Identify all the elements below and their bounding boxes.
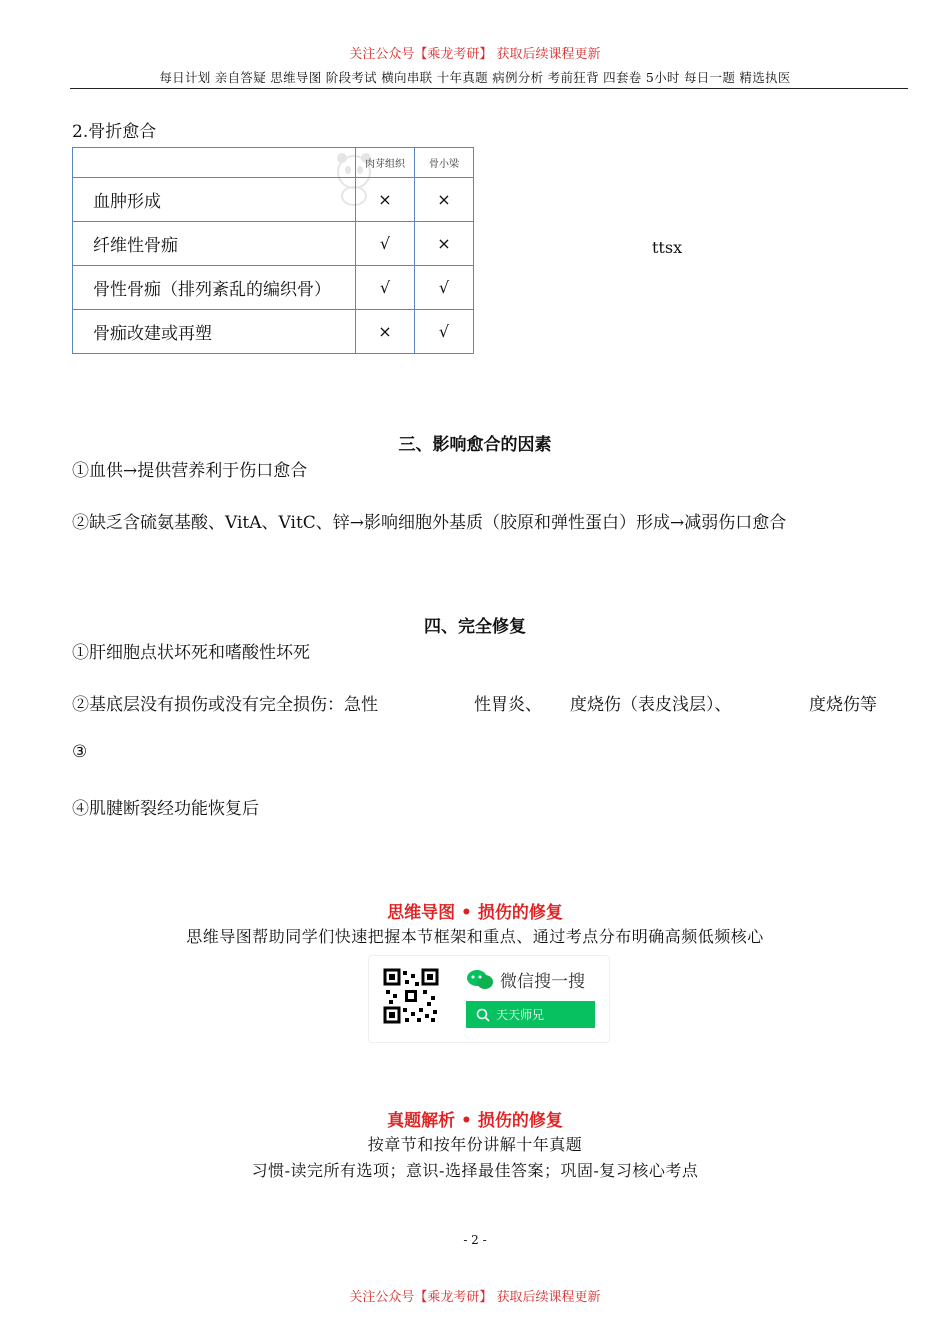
fracture-healing-table — [72, 147, 474, 354]
search-text: 天天师兄 — [496, 1008, 545, 1022]
table-corner — [73, 148, 356, 178]
list-item: ①肝细胞点状坏死和嗜酸性坏死 — [72, 643, 310, 663]
table-row — [73, 266, 474, 310]
trabecula-mark: × — [415, 178, 474, 222]
table-row — [73, 178, 474, 222]
mindmap-subtitle: 思维导图帮助同学们快速把握本节框架和重点、通过考点分布明确高频低频核心 — [186, 927, 764, 946]
row-label: 骨痂改建或再塑 — [73, 310, 356, 354]
list-item-fragment: 度烧伤等 — [809, 695, 877, 715]
list-item-fragment: 性胃炎、 — [474, 695, 542, 715]
section-heading: 四、完全修复 — [424, 617, 526, 637]
qr-code-icon[interactable] — [383, 968, 439, 1024]
column-header: 骨小梁 — [415, 148, 474, 178]
section-title: 2.骨折愈合 — [72, 122, 157, 142]
search-icon — [476, 1008, 490, 1022]
table-row — [73, 222, 474, 266]
granulation-mark: × — [356, 178, 415, 222]
list-item-fragment: 度烧伤（表皮浅层）、 — [570, 695, 732, 715]
section-heading: 三、影响愈合的因素 — [398, 435, 552, 455]
row-label: 骨性骨痂（排列紊乱的编织骨） — [73, 266, 356, 310]
granulation-mark: × — [356, 310, 415, 354]
granulation-mark: √ — [356, 222, 415, 266]
wechat-search-bar[interactable] — [466, 1001, 595, 1028]
list-item: ②缺乏含硫氨基酸、VitA、VitC、锌→影响细胞外基质（胶原和弹性蛋白）形成→减弱伤口愈合 — [72, 513, 787, 533]
exam-title: 真题解析 • 损伤的修复 — [387, 1111, 563, 1131]
granulation-mark: √ — [356, 266, 415, 310]
list-item: ④肌腱断裂经功能恢复后 — [72, 799, 259, 819]
list-item: ③ — [72, 742, 88, 762]
trabecula-mark: √ — [415, 266, 474, 310]
header-nav: 每日计划 亲自答疑 思维导图 阶段考试 横向串联 十年真题 病例分析 考前狂背 四套卷 5小时 每日一题 精选执医 — [159, 70, 791, 85]
trabecula-mark: √ — [415, 310, 474, 354]
side-note: ttsx — [652, 238, 683, 257]
table-row — [73, 310, 474, 354]
list-item: ②基底层没有损伤或没有完全损伤：急性 — [72, 695, 378, 715]
row-label: 纤维性骨痂 — [73, 222, 356, 266]
header-divider — [70, 88, 908, 89]
mindmap-title: 思维导图 • 损伤的修复 — [387, 903, 563, 923]
table-header-row — [73, 148, 474, 178]
row-label: 血肿形成 — [73, 178, 356, 222]
page-number: - 2 - — [463, 1233, 487, 1247]
exam-line-1: 按章节和按年份讲解十年真题 — [367, 1135, 583, 1154]
list-item: ①血供→提供营养利于伤口愈合 — [72, 461, 308, 481]
column-header: 肉芽组织 — [356, 148, 415, 178]
wechat-search-icon — [466, 968, 494, 992]
wechat-search-label: 微信搜一搜 — [500, 972, 585, 992]
footer-promo: 关注公众号【乘龙考研】 获取后续课程更新 — [349, 1290, 601, 1305]
exam-line-2: 习惯-读完所有选项；意识-选择最佳答案；巩固-复习核心考点 — [251, 1161, 699, 1180]
header-promo: 关注公众号【乘龙考研】 获取后续课程更新 — [349, 47, 601, 62]
trabecula-mark: × — [415, 222, 474, 266]
